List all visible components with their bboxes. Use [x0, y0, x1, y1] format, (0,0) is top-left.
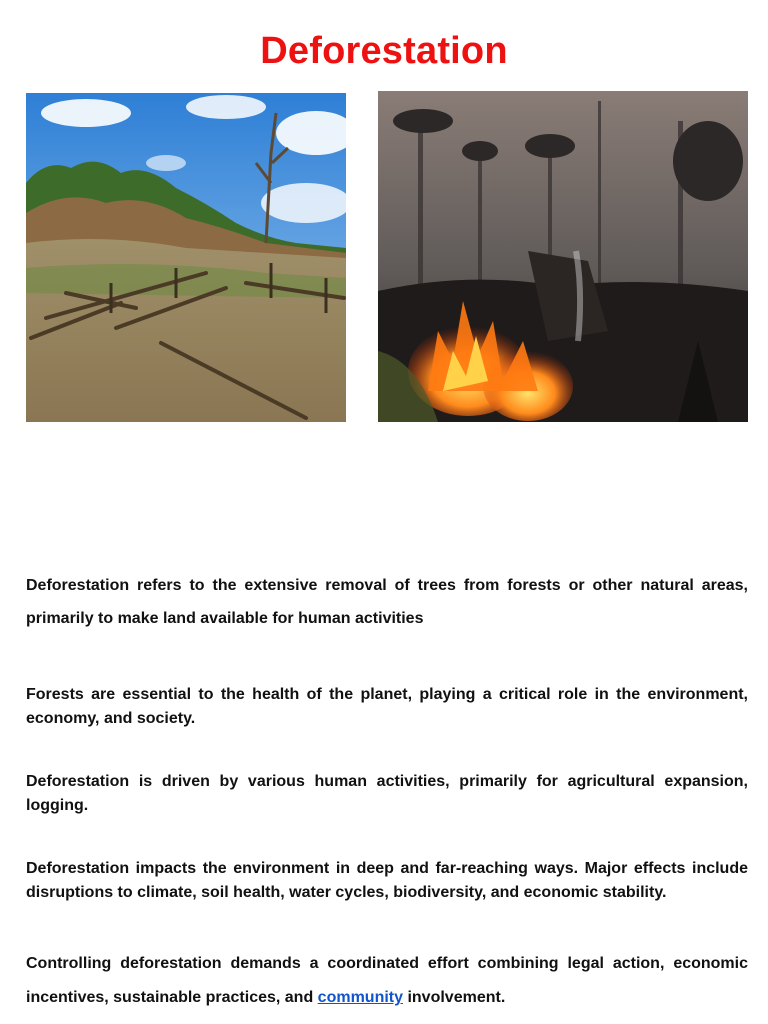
paragraph-effects: Deforestation impacts the environment in deep and far-reaching ways. Major effects include disruptions to climate, soil health, water cycles, biodiversity, and economic stability.	[26, 860, 748, 901]
paragraph-importance: Forests are essential to the health of the planet, playing a critical role in the environment, economy, and society.	[26, 686, 748, 727]
page-title: Deforestation	[260, 30, 508, 72]
paragraph-definition: Deforestation refers to the extensive removal of trees from forests or other natural areas, primarily to make land available for human activities	[26, 577, 748, 627]
community-link[interactable]: community	[317, 989, 404, 1006]
cleared-land-photo	[26, 93, 346, 422]
paragraph-control-text-end: involvement.	[403, 989, 506, 1006]
paragraph-control	[26, 947, 748, 1015]
forest-fire-photo	[378, 91, 748, 422]
paragraph-causes: Deforestation is driven by various human activities, primarily for agricultural expansion, logging.	[26, 773, 748, 814]
paragraph-control-text-start: Controlling deforestation demands a coordinated effort combining legal action, economic incentives, sustainable practices, and	[26, 955, 748, 1006]
